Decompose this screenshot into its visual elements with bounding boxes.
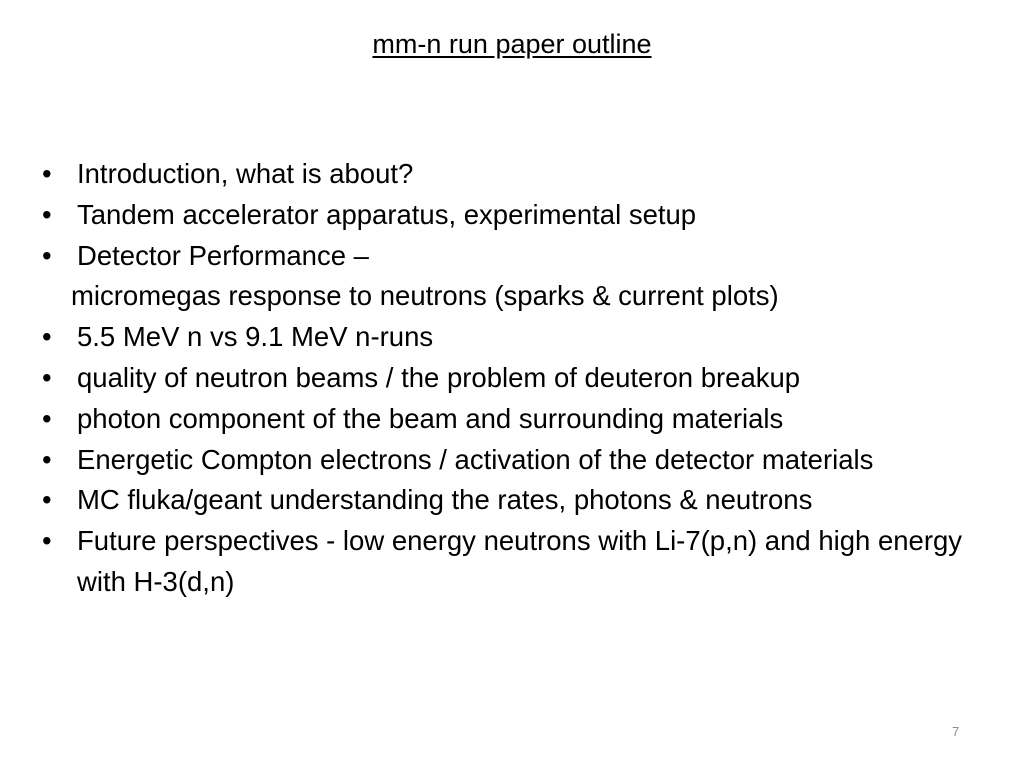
bullet-marker: • xyxy=(42,525,52,557)
list-item-text: Energetic Compton electrons / activation of the detector materials xyxy=(77,443,874,475)
list-item-text: Detector Performance – xyxy=(77,239,369,271)
list-item xyxy=(42,521,1017,603)
list-item xyxy=(42,154,1017,195)
bullet-marker: • xyxy=(42,158,52,189)
list-item xyxy=(42,317,1017,358)
list-item xyxy=(42,236,1017,318)
slide-title: mm-n run paper outline xyxy=(372,29,652,59)
list-item-text: Tandem accelerator apparatus, experimental setup xyxy=(77,198,697,230)
list-item-text: photon component of the beam and surrounding materials xyxy=(77,402,784,434)
page-number: 7 xyxy=(952,724,960,739)
list-item-text: Introduction, what is about? xyxy=(77,158,414,189)
bullet-marker: • xyxy=(42,402,52,434)
list-item-text: 5.5 MeV n vs 9.1 MeV n-runs xyxy=(77,321,434,353)
list-item xyxy=(42,440,1017,481)
list-item xyxy=(42,399,1017,440)
list-item-text: Future perspectives - low energy neutrons with Li-7(p,n) and high energy with H-3(d,n) xyxy=(77,525,963,597)
list-item-continuation: micromegas response to neutrons (sparks & current plots) xyxy=(71,280,779,312)
bullet-marker: • xyxy=(42,361,52,393)
list-item-text: MC fluka/geant understanding the rates, photons & neutrons xyxy=(77,484,813,516)
bullet-marker: • xyxy=(42,321,52,353)
bullet-marker: • xyxy=(42,484,52,516)
outline-list xyxy=(42,154,1017,603)
list-item xyxy=(42,195,1017,236)
bullet-marker: • xyxy=(42,198,52,230)
bullet-marker: • xyxy=(42,239,52,271)
bullet-marker: • xyxy=(42,443,52,475)
list-item-text: quality of neutron beams / the problem of deuteron breakup xyxy=(77,361,801,393)
list-item xyxy=(42,358,1017,399)
list-item xyxy=(42,480,1017,521)
